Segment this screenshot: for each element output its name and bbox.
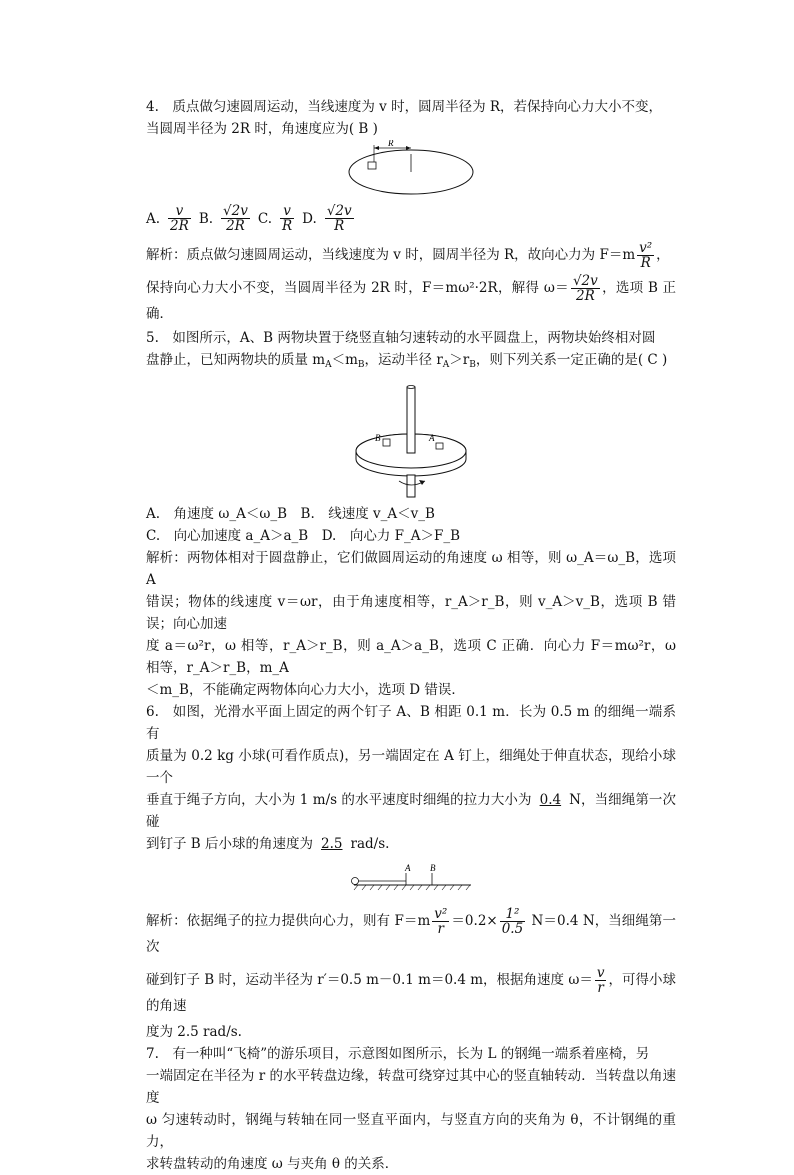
q5-solution-line4: ＜m_B，不能确定两物体向心力大小，选项 D 错误． <box>146 682 465 698</box>
q7-line4: 求转盘转动的角速度 ω 与夹角 θ 的关系． <box>146 1156 399 1172</box>
q6-stem-line3: 垂直于绳子方向，大小为 1 m/s 的水平速度时细绳的拉力大小为 0.4 N，当细绳第一次碰 <box>146 792 676 830</box>
q6-stem-line4: 到钉子 B 后小球的角速度为 2.5 rad/s. <box>146 836 390 852</box>
q4-option-d-fraction: $\frac{√2v}{R}$ <box>326 203 352 234</box>
q4-stem-line1: 4. 质点做匀速圆周运动，当线速度为 v 时，圆周半径为 R，若保持向心力大小不变， <box>146 99 663 115</box>
q4-option-c-label: C. <box>257 210 272 227</box>
q4-option-b-fraction: $\frac{√2v}{2R}$ <box>223 203 248 234</box>
q4-solution-line2: 保持向心力大小不变，当圆周半径为 2R 时，F＝mω²·2R，解得 ω＝ $\frac{√2v}{2R}$ ，选项 B 正确． <box>146 273 676 322</box>
q4-fig-label-R: R <box>388 140 394 148</box>
q6-fig-label-A: A <box>405 863 411 873</box>
q5-options-cd: C. 向心加速度 a_A＞a_B D. 向心力 F_A＞F_B <box>146 528 461 544</box>
q4-option-a-fraction: $\frac{v}{2R}$ <box>170 203 189 234</box>
q5-options-ab: A. 角速度 ω_A＜ω_B B. 线速度 v_A＜v_B <box>146 506 435 522</box>
q5-stem-line2: 盘静止，已知两物块的质量 $m_A<m_B$，运动半径 $r_A>r_B$，则下列关系一定正确的是( C ) <box>146 352 668 370</box>
q5-stem-line1: 5. 如图所示，A、B 两物块置于绕竖直轴匀速转动的水平圆盘上，两物块始终相对圆 <box>146 330 656 346</box>
page-content <box>146 96 676 1175</box>
q6-answer-blank-1: 0.4 <box>539 792 562 808</box>
q4-solution-line1: 解析：质点做匀速圆周运动，当线速度为 v 时，圆周半径为 R，故向心力为 F＝m $\frac{\text{v²}}{R}$ ， <box>146 240 670 271</box>
q6-solution-line2: 碰到钉子 B 时，运动半径为 r′＝0.5 m－0.1 m＝0.4 m，根据角速度 ω＝ $\frac{v}{r}$ ，可得小球的角速 <box>146 965 676 1014</box>
q6-stem-line1: 6. 如图，光滑水平面上固定的两个钉子 A、B 相距 0.1 m．长为 0.5 m 的细绳一端系有 <box>146 704 676 742</box>
q6-nails-figure <box>346 863 476 893</box>
q4-option-d-label: D. <box>302 210 317 227</box>
q4-options <box>146 204 676 233</box>
q5-fig-label-B: B <box>375 433 381 443</box>
q6-answer-blank-2: 2.5 <box>321 836 343 852</box>
q5-fig-label-A: A <box>429 433 435 443</box>
q7-line2: 一端固定在半径为 r 的水平转盘边缘，转盘可绕穿过其中心的竖直轴转动．当转盘以角速度 <box>146 1068 676 1106</box>
q5-solution-line3: 度 a＝ω²r，ω 相等，r_A＞r_B，则 a_A＞a_B，选项 C 正确．向心力 F＝mω²r，ω 相等，r_A＞r_B，m_A <box>146 638 676 676</box>
q6-fig-label-B: B <box>430 863 436 873</box>
q6-solution-line3: 度为 2.5 rad/s. <box>146 1024 242 1040</box>
q6-solution-line1: 解析：依据绳子的拉力提供向心力，则有 F＝m $\frac{\text{v²}}{r}$ ＝0.2× $\frac{\text{1²}}{0.5}$ N＝0.4 N，当细绳第一次 <box>146 906 676 955</box>
q5-solution-line2: 错误；物体的线速度 v＝ωr，由于角速度相等，r_A＞r_B，则 v_A＞v_B，选项 B 错误；向心加速 <box>146 594 676 632</box>
q5-turntable-figure <box>351 381 471 499</box>
q7-line3: ω 匀速转动时，钢绳与转轴在同一竖直平面内，与竖直方向的夹角为 θ，不计钢绳的重力， <box>146 1112 676 1150</box>
q4-option-b-label: B. <box>198 210 214 227</box>
q4-option-a-label: A. <box>146 210 161 227</box>
q4-stem-line2: 当圆周半径为 2R 时，角速度应为( B ) <box>146 121 378 137</box>
q4-circle-figure <box>346 140 476 198</box>
q5-solution-line1: 解析：两物体相对于圆盘静止，它们做圆周运动的角速度 ω 相等，则 ω_A＝ω_B，选项 A <box>146 550 676 588</box>
q7-line1: 7. 有一种叫“飞椅”的游乐项目，示意图如图所示，长为 L 的钢绳一端系着座椅，另 <box>146 1046 650 1062</box>
q6-stem-line2: 质量为 0.2 kg 小球(可看作质点)，另一端固定在 A 钉上，细绳处于伸直状态，现给小球一个 <box>146 748 676 786</box>
q4-option-c-fraction: $\frac{v}{R}$ <box>282 203 293 234</box>
